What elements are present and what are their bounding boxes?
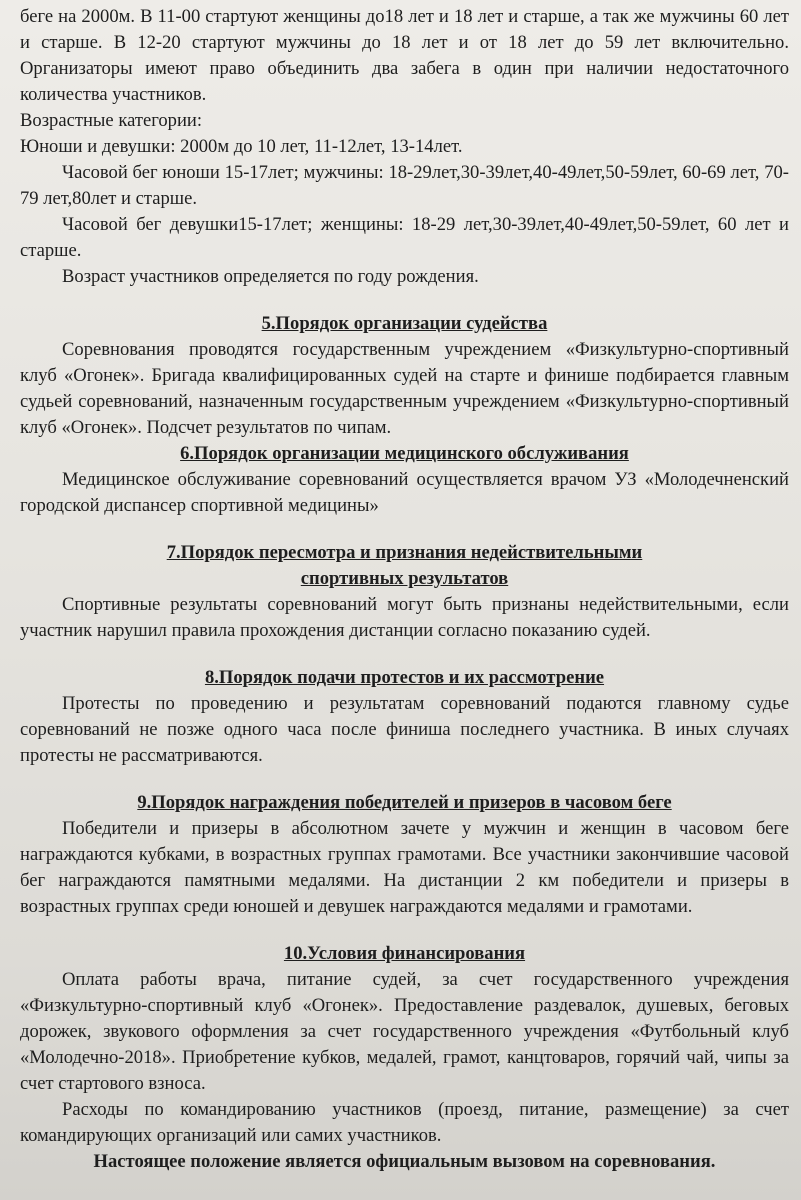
section-9-text: Победители и призеры в абсолютном зачете у мужчин и женщин в часовом беге награждаются кубками, в возрастных группах грамотами. Все участники закончившие часовой бег награждаются памятными медалями. На дистанции 2 км победители и призеры в возрастных группах среди юношей и девушек награждаются медалями и грамотами. bbox=[20, 818, 789, 917]
section-9-title: 9.Порядок награждения победителей и призеров в часовом беге bbox=[137, 792, 672, 813]
section-8-text: Протесты по проведению и результатам соревнований подаются главному судье соревнований не позже одного часа после финиша последнего участника. В иных случаях протесты не рассматриваются. bbox=[20, 693, 789, 766]
official-invitation-note: Настоящее положение является официальным вызовом на соревнования. bbox=[93, 1151, 716, 1172]
section-7-title-line2: спортивных результатов bbox=[300, 568, 509, 589]
intro-paragraph: беге на 2000м. В 11-00 стартуют женщины до18 лет и 18 лет и старше, а так же мужчины 60 лет и старше. В 12-20 стартуют мужчины до 18 лет и от 18 лет до 59 лет включительно. Организаторы имеют право объединить два забега в один при наличии недостаточного количества участников. bbox=[20, 6, 789, 105]
section-6-text: Медицинское обслуживание соревнований осуществляется врачом УЗ «Молодечненский городской диспансер спортивной медицины» bbox=[20, 469, 789, 516]
age-determination-note: Возраст участников определяется по году рождения. bbox=[62, 266, 479, 287]
section-7-title-line1: 7.Порядок пересмотра и признания недействительными bbox=[166, 542, 643, 563]
section-7-text: Спортивные результаты соревнований могут быть признаны недействительными, если участник нарушил правила прохождения дистанции согласно показанию судей. bbox=[20, 594, 789, 641]
age-categories-title: Возрастные категории: bbox=[20, 110, 203, 131]
section-5-title: 5.Порядок организации судейства bbox=[261, 313, 548, 334]
section-5-text: Соревнования проводятся государственным учреждением «Физкультурно-спортивный клуб «Огонек». Бригада квалифицированных судей на старте и финише подбирается главным судьей соревнований, назначенным государственным учреждением «Физкультурно-спортивный клуб «Огонек». Подсчет результатов по чипам. bbox=[20, 339, 789, 438]
age-categories-youth: Юноши и девушки: 2000м до 10 лет, 11-12лет, 13-14лет. bbox=[20, 136, 463, 157]
section-10-text-2: Расходы по командированию участников (проезд, питание, размещение) за счет командирующих организаций или самих участников. bbox=[20, 1099, 789, 1146]
section-10-title: 10.Условия финансирования bbox=[283, 943, 526, 964]
section-6-title: 6.Порядок организации медицинского обслуживания bbox=[180, 443, 629, 464]
age-categories-women: Часовой бег девушки15-17лет; женщины: 18-29 лет,30-39лет,40-49лет,50-59лет, 60 лет и старше. bbox=[20, 214, 789, 261]
age-categories-men: Часовой бег юноши 15-17лет; мужчины: 18-29лет,30-39лет,40-49лет,50-59лет, 60-69 лет, 70-79 лет,80лет и старше. bbox=[20, 162, 789, 209]
section-10-text-1: Оплата работы врача, питание судей, за счет государственного учреждения «Физкультурно-спортивный клуб «Огонек». Предоставление раздевалок, душевых, беговых дорожек, звукового оформления за счет государственного учреждения «Футбольный клуб «Молодечно-2018». Приобретение кубков, медалей, грамот, канцтоваров, горячий чай, чипы за счет стартового взноса. bbox=[20, 969, 789, 1094]
section-8-title: 8.Порядок подачи протестов и их рассмотрение bbox=[204, 667, 605, 688]
